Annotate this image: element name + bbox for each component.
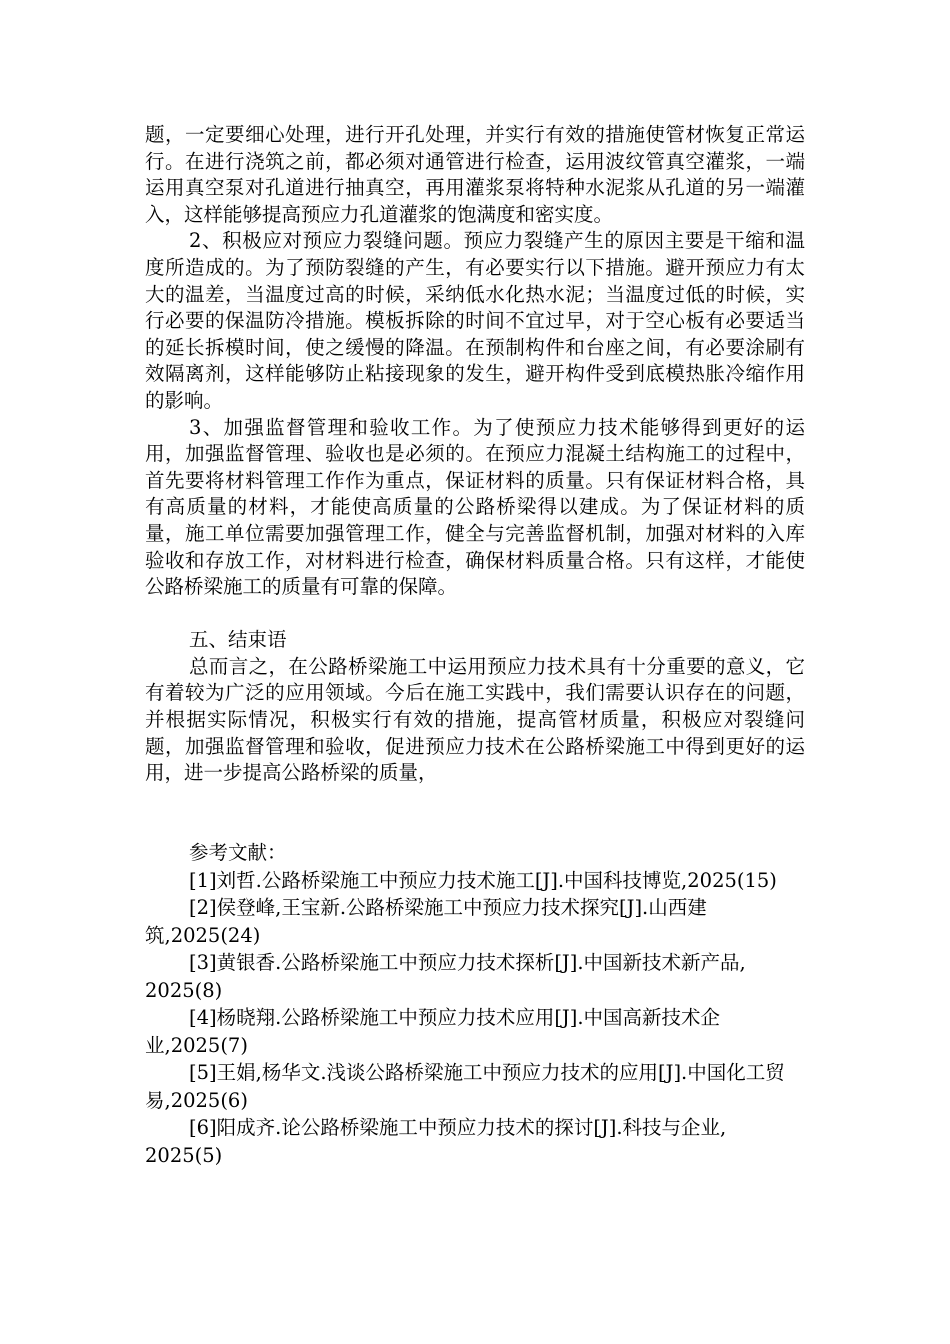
reference-item: [2]侯登峰,王宝新.公路桥梁施工中预应力技术探究[J].山西建筑,2025(24)	[145, 896, 707, 947]
document-page	[145, 122, 805, 1169]
references-title: 参考文献：	[189, 841, 287, 865]
paragraph-supervision: 3、加强监督管理和验收工作。为了使预应力技术能够得到更好的运用，加强监督管理、验收也是必须的。在预应力混凝土结构施工的过程中，首先要将材料管理工作作为重点，保证材料的质量。只有保证材料合格，具有高质量的材料，才能使高质量的公路桥梁得以建成。为了保证材料的质量，施工单位需要加强管理工作，健全与完善监督机制，加强对材料的入库验收和存放工作，对材料进行检查，确保材料质量合格。只有这样，才能使公路桥梁施工的质量有可靠的保障。	[145, 415, 805, 599]
reference-item: [5]王娟,杨华文.浅谈公路桥梁施工中预应力技术的应用[J].中国化工贸易,2025(6)	[145, 1061, 785, 1112]
paragraph-pipe-grouting: 题，一定要细心处理，进行开孔处理，并实行有效的措施使管材恢复正常运行。在进行浇筑之前，都必须对通管进行检查，运用波纹管真空灌浆，一端运用真空泵对孔道进行抽真空，再用灌浆泵将特种水泥浆从孔道的另一端灌入，这样能够提高预应力孔道灌浆的饱满度和密实度。	[145, 123, 805, 226]
spacer	[145, 787, 805, 840]
section-heading-conclusion: 五、结束语	[189, 628, 287, 652]
spacer	[145, 601, 805, 628]
reference-item: [1]刘哲.公路桥梁施工中预应力技术施工[J].中国科技博览,2025(15)	[189, 868, 777, 892]
reference-item: [3]黄银香.公路桥梁施工中预应力技术探析[J].中国新技术新产品, 2025(8)	[145, 951, 746, 1002]
paragraph-conclusion: 总而言之，在公路桥梁施工中运用预应力技术具有十分重要的意义，它有着较为广泛的应用领域。今后在施工实践中，我们需要认识存在的问题，并根据实际情况，积极实行有效的措施，提高管材质量，积极应对裂缝问题，加强监督管理和验收，促进预应力技术在公路桥梁施工中得到更好的运用，进一步提高公路桥梁的质量，	[145, 654, 805, 785]
reference-item: [6]阳成齐.论公路桥梁施工中预应力技术的探讨[J].科技与企业, 2025(5)	[145, 1116, 727, 1167]
paragraph-crack-prevention: 2、积极应对预应力裂缝问题。预应力裂缝产生的原因主要是干缩和温度所造成的。为了预防裂缝的产生，有必要实行以下措施。避开预应力有太大的温差，当温度过高的时候，采纳低水化热水泥；当温度过低的时候，实行必要的保温防冷措施。模板拆除的时间不宜过早，对于空心板有必要适当的延长拆模时间，使之缓慢的降温。在预制构件和台座之间，有必要涂刷有效隔离剂，这样能够防止粘接现象的发生，避开构件受到底模热胀冷缩作用的影响。	[145, 229, 805, 412]
reference-item: [4]杨晓翔.公路桥梁施工中预应力技术应用[J].中国高新技术企业,2025(7)	[145, 1006, 721, 1057]
